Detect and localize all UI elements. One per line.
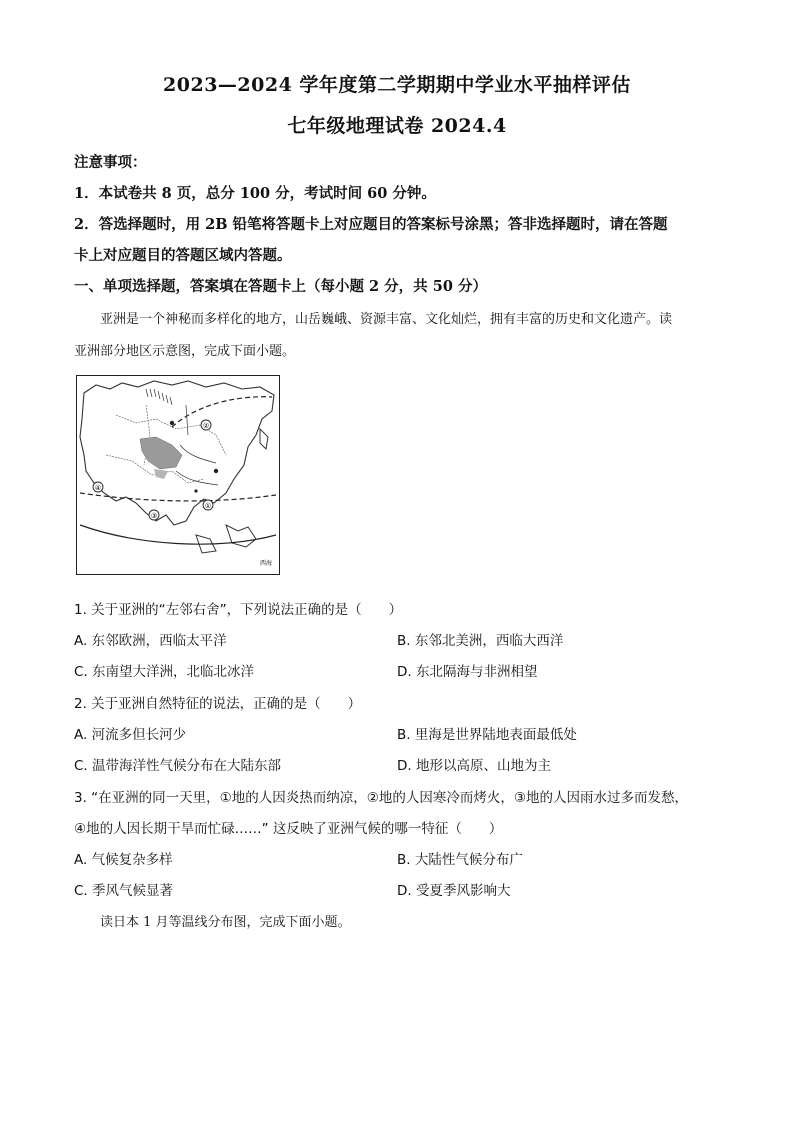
intro-line-2: 亚洲部分地区示意图，完成下面小题。 [74,344,296,359]
question-3-stem-line1: 3. “在亚洲的同一天里，①地的人因炎热而纳凉，②地的人因寒冷而烤火，③地的人因雨水过多而发愁， [74,790,688,806]
asia-map [76,375,280,575]
q1-option-b: B. 东邻北美洲，西临大西洋 [397,633,564,649]
q3-option-a: A. 气候复杂多样 [74,852,173,868]
notes-heading: 注意事项： [74,154,147,171]
next-figure-intro: 读日本 1 月等温线分布图，完成下面小题。 [100,915,351,930]
city-dot [170,421,174,425]
intro-line-1: 亚洲是一个神秘而多样化的地方，山岳巍峨、资源丰富、文化灿烂，拥有丰富的历史和文化遗产。读 [100,312,673,327]
city-dot [214,469,218,473]
sea-label: 西海 [260,560,273,567]
note-item-2-line2: 卡上对应题目的答题区域内答题。 [74,247,292,264]
question-3-stem-line2: ④地的人因长期干旱而忙碌……” 这反映了亚洲气候的哪一特征（ ） [74,821,503,837]
q2-option-c: C. 温带海洋性气候分布在大陆东部 [74,758,282,774]
q1-option-c: C. 东南望大洋洲，北临北冰洋 [74,664,255,680]
question-1-stem: 1. 关于亚洲的“左邻右舍”，下列说法正确的是（ ） [74,602,403,618]
q3-option-b: B. 大陆性气候分布广 [397,852,523,868]
q3-option-d: D. 受夏季风影响大 [397,883,511,899]
note-item-2-line1: 2．答选择题时，用 2B 铅笔将答题卡上对应题目的答案标号涂黑；答非选择题时，请在答题 [74,216,668,233]
section-heading: 一、单项选择题，答案填在答题卡上（每小题 2 分，共 50 分） [74,278,487,295]
q3-option-c: C. 季风气候显著 [74,883,174,899]
q1-option-d: D. 东北隔海与非洲相望 [397,664,538,680]
marker-1-label: ① [204,502,212,510]
marker-2-label: ② [202,422,210,430]
note-item-1: 1．本试卷共 8 页，总分 100 分，考试时间 60 分钟。 [74,185,436,202]
q2-option-b: B. 里海是世界陆地表面最低处 [397,727,577,743]
marker-4-label: ④ [94,484,102,492]
exam-title: 2023—2024 学年度第二学期期中学业水平抽样评估 [163,74,631,96]
q1-option-a: A. 东邻欧洲，西临太平洋 [74,633,227,649]
marker-3-label: ③ [150,512,158,520]
question-2-stem: 2. 关于亚洲自然特征的说法，正确的是（ ） [74,696,362,712]
exam-subtitle: 七年级地理试卷 2024.4 [287,115,507,137]
city-dot [194,489,197,492]
q2-option-a: A. 河流多但长河少 [74,727,187,743]
q2-option-d: D. 地形以高原、山地为主 [397,758,551,774]
